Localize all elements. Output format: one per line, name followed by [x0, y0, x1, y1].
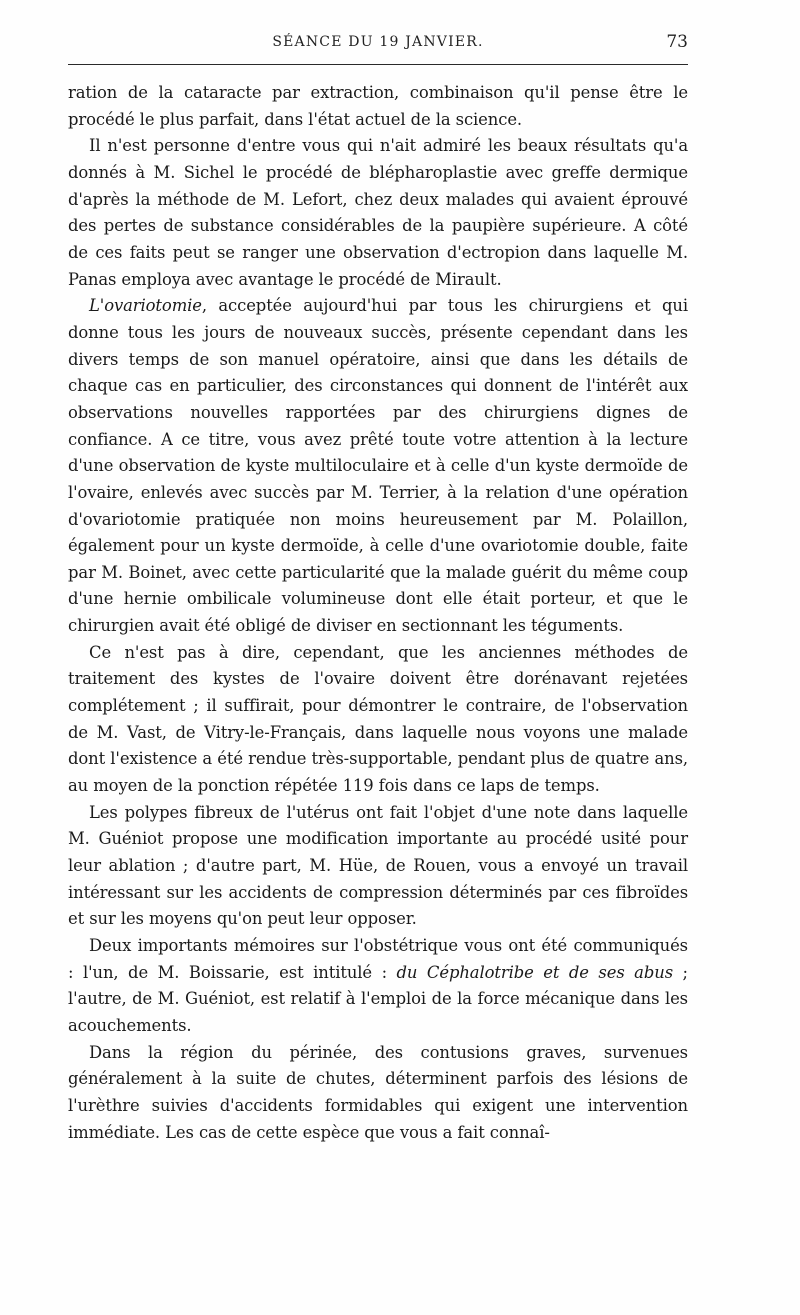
- paragraph-5: [68, 800, 688, 933]
- paragraph-2: [68, 133, 688, 293]
- paragraph-5-text: Les polypes fibreux de l'utérus ont fait l'objet d'une note dans laquelle M. Guéniot propose une modification importante au procédé usité pour leur ablation ; d'autre part, M. Hüe, de Rouen, vous a envoyé un travail intéressant sur les accidents de compression déterminés par ces fibroïdes et sur les moyens qu'on peut leur opposer.: [68, 802, 688, 929]
- paragraph-4: [68, 640, 688, 800]
- body-text: [68, 80, 688, 1146]
- paragraph-7-text: Dans la région du périnée, des contusions graves, survenues généralement à la suite de chutes, déterminent parfois des lésions de l'urèthre suivies d'accidents formidables qui exigent une intervention immédiate. Les cas de cette espèce que vous a fait connaî-: [68, 1042, 688, 1142]
- paragraph-6-text-before: Deux importants mémoires sur l'obstétrique vous ont été communiqués : l'un, de M. Boissarie, est intitulé :: [68, 936, 688, 982]
- paragraph-6-text-after: ; l'autre, de M. Guéniot, est relatif à l'emploi de la force mécanique dans les acouchements.: [68, 962, 688, 1035]
- paragraph-6-italic-title: du Céphalotribe et de ses abus: [396, 962, 674, 982]
- paragraph-4-text: Ce n'est pas à dire, cependant, que les anciennes méthodes de traitement des kystes de l'ovaire doivent être dorénavant rejetées complétement ; il suffirait, pour démontrer le contraire, de l'observation de M. Vast, de Vitry-le-Français, dans laquelle nous voyons une malade dont l'existence a été rendue très-supportable, pendant plus de quatre ans, au moyen de la ponction répétée 119 fois dans ce laps de temps.: [68, 642, 688, 796]
- paragraph-1: [68, 80, 688, 133]
- paragraph-3-text: , acceptée aujourd'hui par tous les chirurgiens et qui donne tous les jours de nouveaux succès, présente cependant dans les divers temps de son manuel opératoire, ainsi que dans les détails de chaque cas en particulier, des circonstances qui donnent de l'intérêt aux observations nouvelles rapportées par des chirurgiens dignes de confiance. A ce titre, vous avez prêté toute votre attention à la lecture d'une observation de kyste multiloculaire et à celle d'un kyste dermoïde de l'ovaire, enlevés avec succès par M. Terrier, à la relation d'une opération d'ovariotomie pratiquée non moins heureusement par M. Polaillon, également pour un kyste dermoïde, à celle d'une ovariotomie double, faite par M. Boinet, avec cette particularité que la malade guérit du même coup d'une hernie ombilicale volumineuse dont elle était porteur, et que le chirurgien avait été obligé de diviser en sectionnant les téguments.: [68, 296, 688, 636]
- running-title: SÉANCE DU 19 JANVIER.: [272, 34, 484, 50]
- paragraph-2-text: Il n'est personne d'entre vous qui n'ait admiré les beaux résultats qu'a donnés à M. Sichel le procédé de blépharoplastie avec greffe dermique d'après la méthode de M. Lefort, chez deux malades qui avaient éprouvé des pertes de substance considérables de la paupière supérieure. A côté de ces faits peut se ranger une observation d'ectropion dans laquelle M. Panas employa avec avantage le procédé de Mirault.: [68, 136, 688, 289]
- paragraph-3: [68, 293, 688, 640]
- running-head: [68, 34, 688, 58]
- paragraph-3-italic-lead: L'ovariotomie: [89, 296, 202, 316]
- header-rule: [68, 64, 688, 65]
- paragraph-6: [68, 933, 688, 1040]
- paragraph-1-text: ration de la cataracte par extraction, combinaison qu'il pense être le procédé le plus parfait, dans l'état actuel de la science.: [68, 83, 688, 129]
- page-number: 73: [666, 32, 688, 52]
- paragraph-7: [68, 1040, 688, 1147]
